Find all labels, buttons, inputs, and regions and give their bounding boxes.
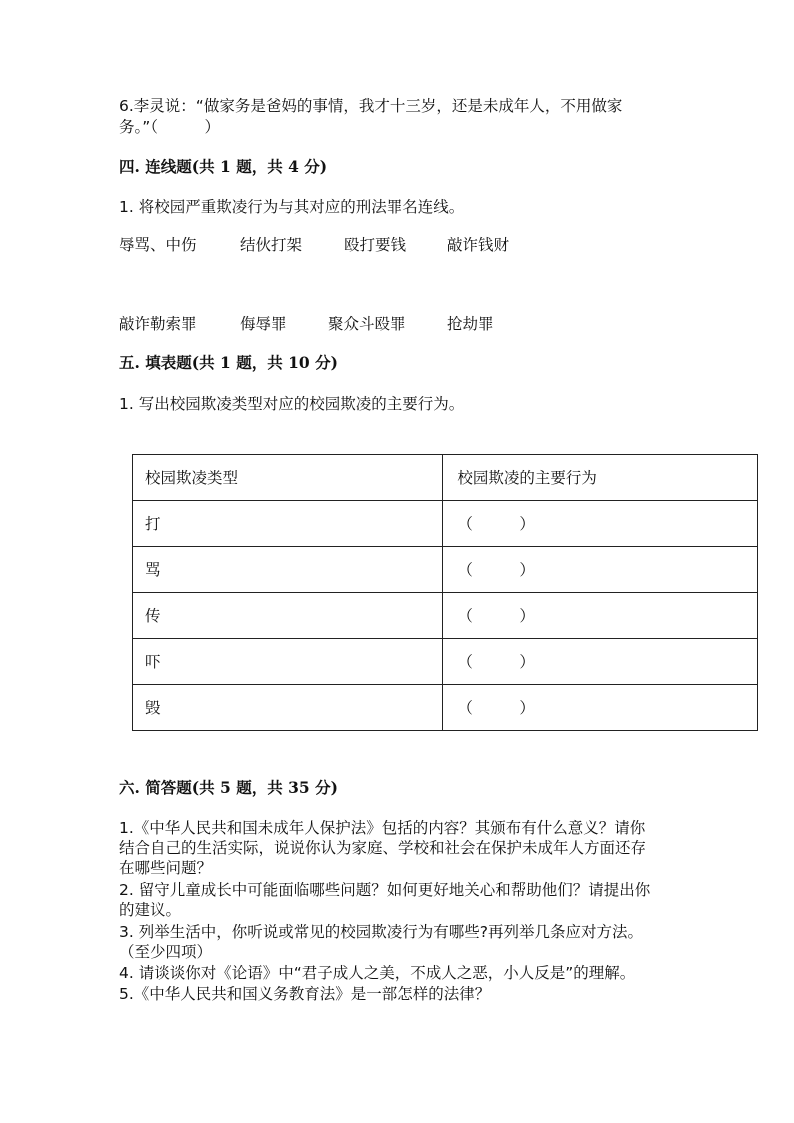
table-cell-type: 毁	[133, 685, 443, 731]
section-5-heading: 五. 填表题(共 1 题，共 10 分)	[119, 353, 338, 372]
answer-blank[interactable]: （ ）	[457, 698, 535, 717]
bullying-table	[132, 454, 758, 731]
section-6-line-6: 3. 列举生活中，你听说或常见的校园欺凌行为有哪些?再列举几条应对方法。	[119, 923, 643, 941]
section-6-line-9: 5.《中华人民共和国义务教育法》是一部怎样的法律？	[119, 985, 491, 1003]
table-header-row	[133, 455, 758, 501]
table-cell-answer[interactable]	[443, 547, 758, 593]
section-6-line-1: 1.《中华人民共和国未成年人保护法》包括的内容？其颁布有什么意义？请你	[119, 819, 646, 837]
answer-blank[interactable]: （ ）	[457, 514, 535, 533]
table-cell-type: 打	[133, 501, 443, 547]
table-row	[133, 685, 758, 731]
match-top-item-1: 辱骂、中伤	[119, 236, 197, 254]
section-6-heading: 六. 简答题(共 5 题，共 35 分)	[119, 778, 338, 797]
table-cell-answer[interactable]	[443, 639, 758, 685]
section-5-question-1: 1. 写出校园欺凌类型对应的校园欺凌的主要行为。	[119, 395, 465, 413]
table-row	[133, 593, 758, 639]
match-bottom-item-4: 抢劫罪	[447, 315, 494, 333]
section-4-heading: 四. 连线题(共 1 题，共 4 分)	[119, 157, 328, 176]
q6-line-2: 务。”（ ）	[119, 118, 221, 136]
table-cell-type: 传	[133, 593, 443, 639]
answer-blank[interactable]: （ ）	[457, 652, 535, 671]
table-cell-answer[interactable]	[443, 593, 758, 639]
match-top-item-4: 敲诈钱财	[447, 236, 510, 254]
section-6-line-5: 的建议。	[119, 901, 182, 919]
section-6-line-2: 结合自己的生活实际，说说你认为家庭、学校和社会在保护未成年人方面还存	[119, 839, 647, 857]
match-bottom-item-2: 侮辱罪	[240, 315, 287, 333]
match-bottom-item-1: 敲诈勒索罪	[119, 315, 197, 333]
table-header-behavior: 校园欺凌的主要行为	[443, 455, 758, 501]
table-header-type: 校园欺凌类型	[133, 455, 443, 501]
section-6-line-8: 4. 请谈谈你对《论语》中“君子成人之美，不成人之恶，小人反是”的理解。	[119, 964, 636, 982]
section-4-question-1: 1. 将校园严重欺凌行为与其对应的刑法罪名连线。	[119, 198, 465, 216]
table-row	[133, 639, 758, 685]
table-cell-answer[interactable]	[443, 685, 758, 731]
match-top-item-3: 殴打要钱	[344, 236, 407, 254]
table-cell-type: 骂	[133, 547, 443, 593]
table-row	[133, 501, 758, 547]
match-top-item-2: 结伙打架	[240, 236, 303, 254]
match-bottom-item-3: 聚众斗殴罪	[328, 315, 406, 333]
section-6-line-4: 2. 留守儿童成长中可能面临哪些问题？如何更好地关心和帮助他们？请提出你	[119, 881, 651, 899]
table-row	[133, 547, 758, 593]
q6-line-1: 6.李灵说：“做家务是爸妈的事情，我才十三岁，还是未成年人，不用做家	[119, 97, 623, 115]
table-cell-type: 吓	[133, 639, 443, 685]
section-6-line-3: 在哪些问题？	[119, 859, 213, 877]
answer-blank[interactable]: （ ）	[457, 606, 535, 625]
table-cell-answer[interactable]	[443, 501, 758, 547]
answer-blank[interactable]: （ ）	[457, 560, 535, 579]
section-6-line-7: （至少四项）	[119, 943, 213, 961]
